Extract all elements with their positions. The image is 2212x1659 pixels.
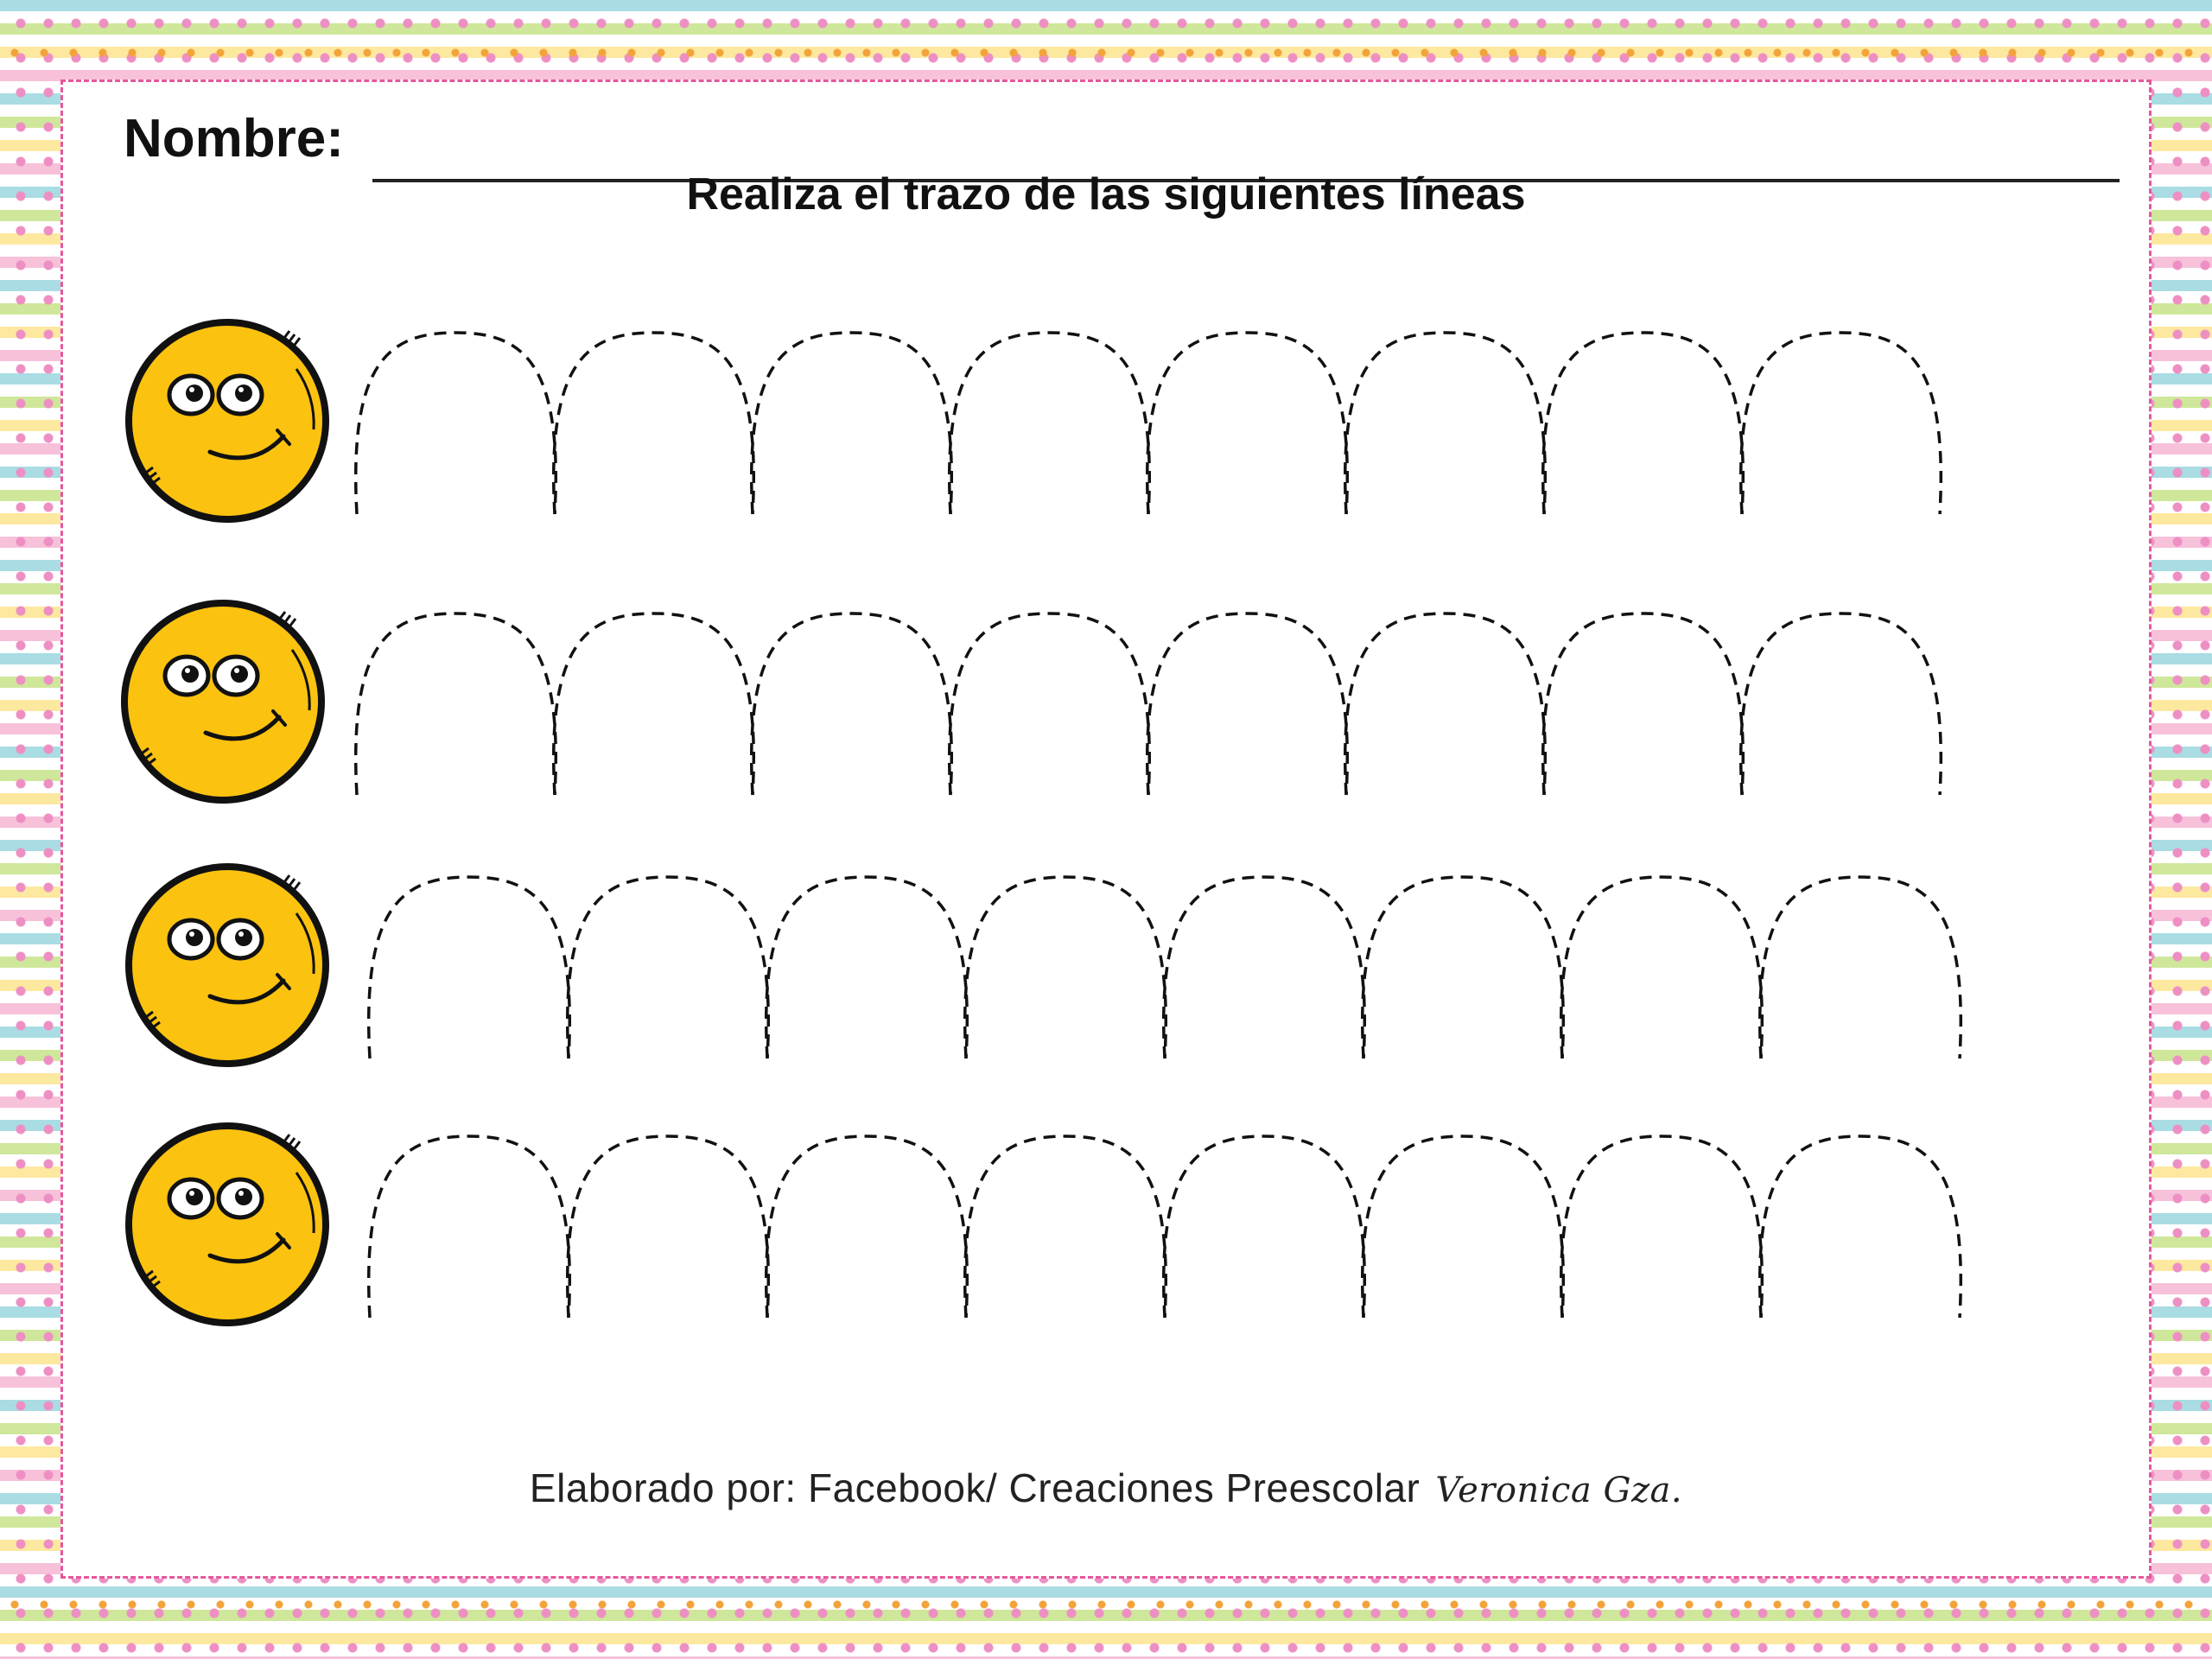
dashed-arch — [554, 333, 754, 514]
dashed-arch — [1741, 613, 1942, 795]
dashed-arch — [1760, 877, 1961, 1058]
dashed-arch — [568, 877, 769, 1058]
dashed-arch — [950, 333, 1150, 514]
dashed-arch — [752, 333, 952, 514]
dashed-arch — [950, 613, 1150, 795]
credit-line — [63, 1465, 2149, 1511]
dashed-arch — [1164, 877, 1365, 1058]
dashed-arch — [1760, 1136, 1961, 1318]
dashed-arch — [554, 613, 754, 795]
name-label: Nombre: — [124, 109, 344, 168]
smiley-face-icon — [119, 596, 327, 804]
tracing-arches-row — [348, 605, 1990, 804]
dashed-arch — [1147, 613, 1348, 795]
bottom-dot-border — [0, 1597, 2212, 1612]
dashed-arch — [568, 1136, 769, 1318]
dashed-arch — [1543, 613, 1744, 795]
smiley-face-icon — [124, 1119, 331, 1326]
tracing-arches-row — [348, 324, 1990, 523]
dashed-arch — [1561, 1136, 1763, 1318]
dashed-arch — [1741, 333, 1942, 514]
worksheet-sheet — [60, 79, 2152, 1579]
dashed-arch — [356, 613, 556, 795]
top-dot-border — [0, 45, 2212, 60]
tracing-arches-row — [361, 1128, 2003, 1326]
dashed-arch — [369, 877, 570, 1058]
smiley-face-icon — [124, 860, 331, 1067]
dashed-arch — [1345, 613, 1546, 795]
credit-text: Elaborado por: Facebook/ Creaciones Preescolar — [529, 1465, 1421, 1510]
dashed-arch — [766, 877, 968, 1058]
smiley-face-icon — [124, 315, 331, 523]
dashed-arch — [1345, 333, 1546, 514]
dashed-arch — [1363, 877, 1564, 1058]
instruction-title: Realiza el trazo de las siguientes líneas — [686, 169, 1526, 219]
signature: Veronica Gza. — [1435, 1471, 1683, 1510]
dashed-arch — [766, 1136, 968, 1318]
dashed-arch — [369, 1136, 570, 1318]
dashed-arch — [1363, 1136, 1564, 1318]
dashed-arch — [1147, 333, 1348, 514]
dashed-arch — [1543, 333, 1744, 514]
dashed-arch — [965, 1136, 1166, 1318]
dashed-arch — [356, 333, 556, 514]
dashed-arch — [965, 877, 1166, 1058]
dashed-arch — [1164, 1136, 1365, 1318]
dashed-arch — [1561, 877, 1763, 1058]
dashed-arch — [752, 613, 952, 795]
tracing-arches-row — [361, 868, 2003, 1067]
